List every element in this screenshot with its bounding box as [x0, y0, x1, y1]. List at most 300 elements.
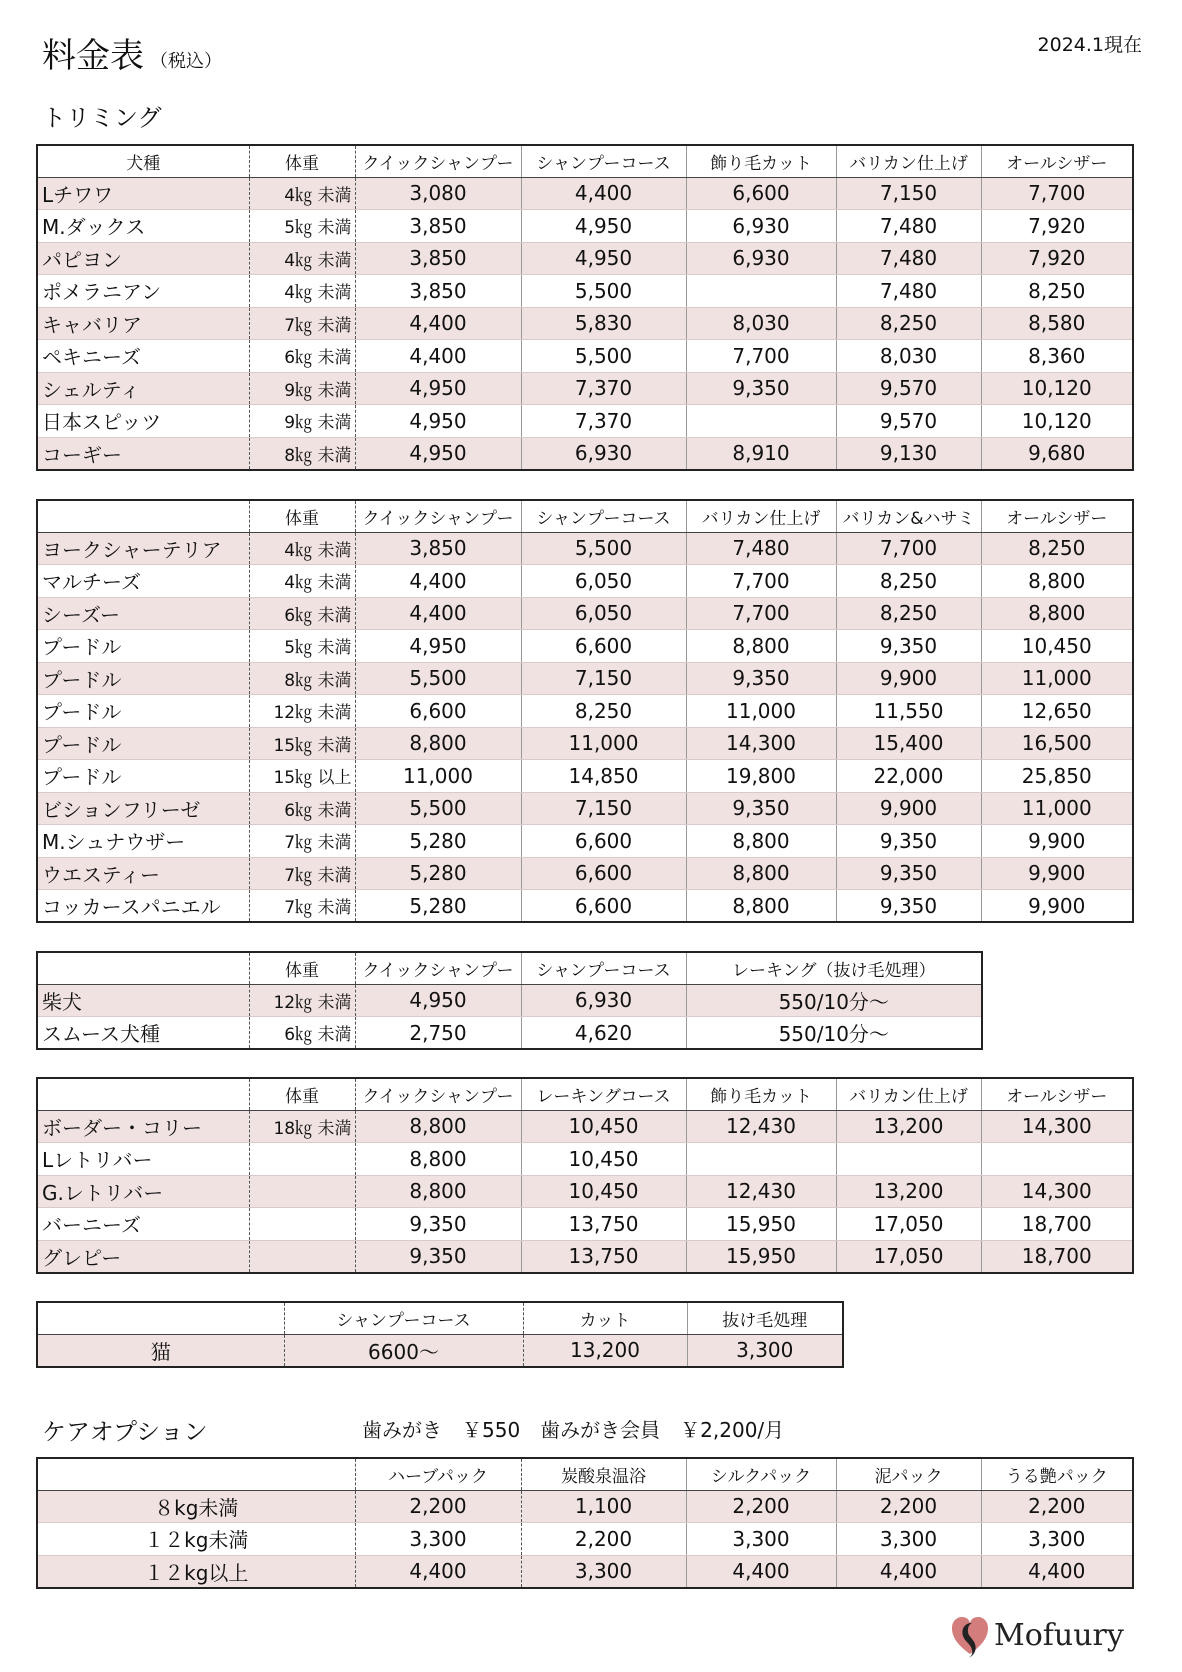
price-cell: 6,600	[686, 177, 836, 210]
row-label: バーニーズ	[37, 1208, 249, 1241]
price-cell: 3,850	[355, 210, 521, 243]
row-label: ペキニーズ	[37, 340, 249, 373]
price-cell: 8,030	[686, 307, 836, 340]
price-cell: 17,050	[836, 1208, 981, 1241]
column-header: 飾り毛カット	[686, 1078, 836, 1110]
price-cell: 3,300	[687, 1334, 843, 1367]
table-row	[37, 857, 1133, 890]
price-cell: 9,900	[981, 857, 1133, 890]
price-cell: 14,300	[981, 1175, 1133, 1208]
column-header: クイックシャンプー	[355, 500, 521, 532]
column-header: 体重	[249, 1078, 355, 1110]
column-header: オールシザー	[981, 1078, 1133, 1110]
column-header	[37, 1302, 284, 1334]
price-cell: 8,250	[836, 597, 981, 630]
column-header: 炭酸泉温浴	[521, 1458, 686, 1490]
price-cell: 7,700	[686, 565, 836, 598]
price-cell: 5,500	[355, 662, 521, 695]
heart-logo-icon	[950, 1614, 990, 1658]
title-tax-note: （税込）	[150, 51, 222, 72]
price-cell: 3,300	[521, 1555, 686, 1588]
table-row	[37, 890, 1133, 923]
column-header: クイックシャンプー	[355, 145, 521, 177]
table-row	[37, 1017, 982, 1050]
column-header: 体重	[249, 145, 355, 177]
price-cell: 8,800	[355, 727, 521, 760]
row-label: ８kg未満	[37, 1490, 355, 1523]
price-cell: 550/10分〜	[686, 984, 982, 1017]
table-row	[37, 372, 1133, 405]
brand-logo	[950, 1612, 1125, 1660]
price-cell: 3,850	[355, 242, 521, 275]
table-row	[37, 1334, 843, 1367]
price-cell: 9,350	[686, 792, 836, 825]
price-cell: 9,350	[355, 1240, 521, 1273]
column-header: バリカン仕上げ	[836, 145, 981, 177]
price-cell: 13,200	[836, 1175, 981, 1208]
row-label: ポメラニアン	[37, 275, 249, 308]
price-cell: 13,200	[523, 1334, 687, 1367]
trimming-table-small-dogs	[36, 144, 1134, 471]
price-cell: 5,500	[521, 275, 686, 308]
trimming-table-cat	[36, 1301, 844, 1368]
price-cell: 6,600	[521, 630, 686, 663]
price-cell: 5,500	[521, 340, 686, 373]
section-title-care-option: ケアオプション	[42, 1418, 208, 1446]
price-cell: 3,850	[355, 532, 521, 565]
weight-cell	[249, 1208, 355, 1241]
price-cell: 7,480	[836, 242, 981, 275]
table-row	[37, 1208, 1133, 1241]
trimming-table-coated-dogs	[36, 499, 1134, 923]
column-header	[37, 952, 249, 984]
price-cell: 6600〜	[284, 1334, 523, 1367]
table-row	[37, 760, 1133, 793]
price-cell: 1,100	[521, 1490, 686, 1523]
price-cell: 6,600	[521, 857, 686, 890]
row-label: プードル	[37, 662, 249, 695]
weight-cell: 5㎏ 未満	[249, 630, 355, 663]
price-cell: 13,750	[521, 1240, 686, 1273]
logo-wordmark: Mofuury	[994, 1618, 1124, 1653]
price-cell: 11,550	[836, 695, 981, 728]
price-cell: 9,350	[836, 857, 981, 890]
row-label: M.シュナウザー	[37, 825, 249, 858]
table-row	[37, 275, 1133, 308]
price-cell: 5,280	[355, 825, 521, 858]
price-cell: 11,000	[355, 760, 521, 793]
price-cell: 25,850	[981, 760, 1133, 793]
price-cell: 10,120	[981, 372, 1133, 405]
weight-cell: 7㎏ 未満	[249, 857, 355, 890]
table-row	[37, 340, 1133, 373]
row-label: シーズー	[37, 597, 249, 630]
weight-cell	[249, 1240, 355, 1273]
price-cell: 8,250	[981, 275, 1133, 308]
trimming-table-shiba	[36, 951, 983, 1050]
trimming-table-large-dogs	[36, 1077, 1134, 1274]
toothbrushing-price-note: 歯みがき ￥550 歯みがき会員 ￥2,200/月	[362, 1418, 785, 1442]
weight-cell: 6㎏ 未満	[249, 792, 355, 825]
price-cell: 6,050	[521, 565, 686, 598]
weight-cell: 6㎏ 未満	[249, 340, 355, 373]
section-title-trimming: トリミング	[42, 104, 162, 132]
price-cell: 8,030	[836, 340, 981, 373]
price-cell: 4,400	[355, 597, 521, 630]
table-row	[37, 1523, 1133, 1556]
weight-cell: 12㎏ 未満	[249, 984, 355, 1017]
table-header-row	[37, 145, 1133, 177]
price-cell: 6,930	[521, 984, 686, 1017]
row-label: 日本スピッツ	[37, 405, 249, 438]
column-header: シャンプーコース	[521, 500, 686, 532]
row-label: パピヨン	[37, 242, 249, 275]
price-cell: 9,900	[836, 792, 981, 825]
price-cell: 8,800	[355, 1175, 521, 1208]
price-cell: 4,620	[521, 1017, 686, 1050]
table-row	[37, 565, 1133, 598]
row-label: プードル	[37, 630, 249, 663]
price-cell: 3,080	[355, 177, 521, 210]
price-cell: 6,930	[686, 210, 836, 243]
price-cell: 4,400	[836, 1555, 981, 1588]
price-cell: 2,200	[355, 1490, 521, 1523]
table-row	[37, 662, 1133, 695]
column-header: バリカン仕上げ	[836, 1078, 981, 1110]
price-cell: 7,700	[686, 597, 836, 630]
price-cell: 3,850	[355, 275, 521, 308]
price-cell: 4,950	[355, 405, 521, 438]
price-cell: 4,950	[355, 437, 521, 470]
row-label: スムース犬種	[42, 1022, 160, 1046]
price-cell: 8,800	[686, 890, 836, 923]
price-cell: 8,250	[521, 695, 686, 728]
price-cell: 16,500	[981, 727, 1133, 760]
price-cell: 7,480	[686, 532, 836, 565]
table-row	[37, 695, 1133, 728]
row-label: キャバリア	[37, 307, 249, 340]
row-label: コッカースパニエル	[42, 895, 221, 919]
column-header: 体重	[249, 952, 355, 984]
weight-cell: 15㎏ 以上	[249, 760, 355, 793]
price-cell: 10,120	[981, 405, 1133, 438]
table-row	[37, 630, 1133, 663]
price-cell: 14,300	[686, 727, 836, 760]
row-label: ビションフリーゼ	[37, 792, 249, 825]
row-label: G.レトリバー	[37, 1175, 249, 1208]
price-cell: 12,650	[981, 695, 1133, 728]
price-cell: 19,800	[686, 760, 836, 793]
table-row	[37, 825, 1133, 858]
row-label: プードル	[37, 695, 249, 728]
weight-cell: 18㎏ 未満	[249, 1110, 355, 1143]
price-cell: 7,480	[836, 275, 981, 308]
price-cell: 18,700	[981, 1208, 1133, 1241]
price-cell: 6,600	[521, 825, 686, 858]
table-row	[37, 242, 1133, 275]
page-title	[42, 28, 222, 77]
weight-cell: 9㎏ 未満	[249, 372, 355, 405]
column-header: シャンプーコース	[521, 145, 686, 177]
table-header-row	[37, 500, 1133, 532]
row-label: グレピー	[37, 1240, 249, 1273]
price-cell: 14,850	[521, 760, 686, 793]
price-cell: 8,360	[981, 340, 1133, 373]
column-header: 体重	[249, 500, 355, 532]
price-cell: 9,570	[836, 372, 981, 405]
title-text: 料金表	[42, 36, 144, 76]
price-cell: 12,430	[686, 1175, 836, 1208]
price-cell	[686, 1143, 836, 1176]
row-label: プードル	[37, 760, 249, 793]
price-cell: 4,400	[686, 1555, 836, 1588]
price-cell: 2,200	[686, 1490, 836, 1523]
price-cell: 10,450	[521, 1110, 686, 1143]
price-cell	[686, 275, 836, 308]
weight-cell: 4㎏ 未満	[249, 177, 355, 210]
price-cell: 4,400	[355, 307, 521, 340]
price-cell	[981, 1143, 1133, 1176]
price-cell: 11,000	[981, 792, 1133, 825]
weight-cell: 4㎏ 未満	[249, 532, 355, 565]
price-cell: 4,400	[355, 340, 521, 373]
row-label: 柴犬	[37, 984, 249, 1017]
price-cell: 8,800	[686, 630, 836, 663]
table-row	[37, 437, 1133, 470]
price-cell: 2,750	[355, 1017, 521, 1050]
weight-cell: 6㎏ 未満	[249, 1017, 355, 1050]
column-header: クイックシャンプー	[355, 1078, 521, 1110]
price-cell: 8,800	[981, 597, 1133, 630]
row-label: １２kg以上	[37, 1555, 355, 1588]
table-row	[37, 1240, 1133, 1273]
weight-cell	[249, 1175, 355, 1208]
price-cell: 15,950	[686, 1240, 836, 1273]
price-cell: 11,000	[981, 662, 1133, 695]
column-header: シャンプーコース	[284, 1302, 523, 1334]
price-cell: 2,200	[521, 1523, 686, 1556]
table-row	[37, 597, 1133, 630]
price-cell: 13,200	[836, 1110, 981, 1143]
price-cell: 8,800	[355, 1143, 521, 1176]
price-cell: 5,830	[521, 307, 686, 340]
price-cell: 5,280	[355, 857, 521, 890]
price-cell: 7,700	[686, 340, 836, 373]
weight-cell: 7㎏ 未満	[249, 890, 355, 923]
weight-cell: 6㎏ 未満	[249, 597, 355, 630]
weight-cell: 7㎏ 未満	[249, 825, 355, 858]
price-cell: 4,950	[355, 372, 521, 405]
table-header-row	[37, 952, 982, 984]
price-cell: 7,370	[521, 372, 686, 405]
table-row	[37, 177, 1133, 210]
weight-cell: 4㎏ 未満	[249, 565, 355, 598]
price-cell: 9,900	[981, 890, 1133, 923]
weight-cell: 15㎏ 未満	[249, 727, 355, 760]
column-header: オールシザー	[981, 145, 1133, 177]
column-header: クイックシャンプー	[355, 952, 521, 984]
price-cell: 8,250	[836, 307, 981, 340]
price-cell: 8,910	[686, 437, 836, 470]
price-cell: 11,000	[521, 727, 686, 760]
price-cell: 9,680	[981, 437, 1133, 470]
table-row	[37, 984, 982, 1017]
price-cell: 8,580	[981, 307, 1133, 340]
table-row	[37, 1110, 1133, 1143]
table-row	[37, 210, 1133, 243]
table-row	[37, 792, 1133, 825]
price-cell: 6,930	[686, 242, 836, 275]
column-header	[37, 1078, 249, 1110]
row-label: コーギー	[37, 437, 249, 470]
weight-cell: 4㎏ 未満	[249, 275, 355, 308]
price-cell: 15,400	[836, 727, 981, 760]
price-cell: 9,130	[836, 437, 981, 470]
effective-date: 2024.1現在	[1037, 34, 1142, 56]
table-header-row	[37, 1302, 843, 1334]
price-cell: 10,450	[981, 630, 1133, 663]
column-header: オールシザー	[981, 500, 1133, 532]
price-cell: 17,050	[836, 1240, 981, 1273]
table-row	[37, 1490, 1133, 1523]
table-row	[37, 307, 1133, 340]
price-cell: 9,570	[836, 405, 981, 438]
price-cell: 7,920	[981, 210, 1133, 243]
price-cell: 8,800	[686, 857, 836, 890]
price-cell: 15,950	[686, 1208, 836, 1241]
row-label: マルチーズ	[37, 565, 249, 598]
table-row	[37, 1175, 1133, 1208]
price-cell: 10,450	[521, 1143, 686, 1176]
price-cell: 9,900	[981, 825, 1133, 858]
price-cell: 9,350	[686, 662, 836, 695]
price-cell: 7,150	[836, 177, 981, 210]
column-header: バリカン&ハサミ	[836, 500, 981, 532]
price-cell: 3,300	[355, 1523, 521, 1556]
weight-cell: 4㎏ 未満	[249, 242, 355, 275]
price-cell: 2,200	[836, 1490, 981, 1523]
row-label: Lチワワ	[37, 177, 249, 210]
price-cell: 6,930	[521, 437, 686, 470]
price-cell: 7,920	[981, 242, 1133, 275]
column-header: シルクパック	[686, 1458, 836, 1490]
weight-cell: 8㎏ 未満	[249, 437, 355, 470]
price-cell: 5,500	[355, 792, 521, 825]
table-row	[37, 532, 1133, 565]
row-label: ボーダー・コリー	[37, 1110, 249, 1143]
price-cell: 9,350	[836, 825, 981, 858]
price-cell: 2,200	[981, 1490, 1133, 1523]
price-cell: 4,950	[355, 630, 521, 663]
price-cell: 5,280	[355, 890, 521, 923]
weight-cell: 8㎏ 未満	[249, 662, 355, 695]
price-cell: 8,250	[836, 565, 981, 598]
price-cell: 4,400	[355, 1555, 521, 1588]
price-cell: 10,450	[521, 1175, 686, 1208]
price-cell: 7,150	[521, 662, 686, 695]
row-label: シェルティ	[37, 372, 249, 405]
column-header	[37, 500, 249, 532]
price-cell: 8,800	[686, 825, 836, 858]
column-header: カット	[523, 1302, 687, 1334]
column-header: 犬種	[37, 145, 249, 177]
weight-cell: 7㎏ 未満	[249, 307, 355, 340]
price-cell: 7,700	[981, 177, 1133, 210]
price-cell: 4,400	[355, 565, 521, 598]
column-header: うる艶パック	[981, 1458, 1133, 1490]
column-header: レーキング（抜け毛処理）	[686, 952, 982, 984]
care-option-table	[36, 1457, 1134, 1589]
price-cell: 7,480	[836, 210, 981, 243]
price-cell	[836, 1143, 981, 1176]
price-cell: 550/10分〜	[686, 1017, 982, 1050]
price-cell: 6,600	[521, 890, 686, 923]
price-cell: 4,950	[521, 210, 686, 243]
price-cell: 5,500	[521, 532, 686, 565]
column-header: シャンプーコース	[521, 952, 686, 984]
table-header-row	[37, 1078, 1133, 1110]
row-label: M.ダックス	[37, 210, 249, 243]
table-row	[37, 1555, 1133, 1588]
table-row	[37, 727, 1133, 760]
weight-cell: 5㎏ 未満	[249, 210, 355, 243]
price-cell: 3,300	[981, 1523, 1133, 1556]
price-cell: 8,800	[981, 565, 1133, 598]
price-cell	[686, 405, 836, 438]
column-header: 飾り毛カット	[686, 145, 836, 177]
price-cell: 4,950	[521, 242, 686, 275]
price-cell: 9,350	[686, 372, 836, 405]
column-header: レーキングコース	[521, 1078, 686, 1110]
weight-cell: 12㎏ 未満	[249, 695, 355, 728]
weight-cell	[249, 1143, 355, 1176]
weight-cell: 9㎏ 未満	[249, 405, 355, 438]
price-cell: 6,050	[521, 597, 686, 630]
price-cell: 7,370	[521, 405, 686, 438]
price-cell: 11,000	[686, 695, 836, 728]
price-cell: 9,900	[836, 662, 981, 695]
price-cell: 4,400	[981, 1555, 1133, 1588]
row-label: ウエスティー	[37, 857, 249, 890]
column-header: 抜け毛処理	[687, 1302, 843, 1334]
column-header	[37, 1458, 355, 1490]
price-cell: 8,800	[355, 1110, 521, 1143]
price-cell: 3,300	[686, 1523, 836, 1556]
column-header: ハーブパック	[355, 1458, 521, 1490]
price-cell: 7,150	[521, 792, 686, 825]
table-row	[37, 405, 1133, 438]
row-label: ヨークシャーテリア	[37, 532, 249, 565]
row-label: １２kg未満	[37, 1523, 355, 1556]
price-cell: 18,700	[981, 1240, 1133, 1273]
price-cell: 22,000	[836, 760, 981, 793]
price-cell: 8,250	[981, 532, 1133, 565]
column-header: 泥パック	[836, 1458, 981, 1490]
column-header: バリカン仕上げ	[686, 500, 836, 532]
price-cell: 14,300	[981, 1110, 1133, 1143]
price-cell: 9,350	[836, 630, 981, 663]
price-cell: 3,300	[836, 1523, 981, 1556]
row-label: プードル	[37, 727, 249, 760]
price-cell: 6,600	[355, 695, 521, 728]
row-label: Lレトリバー	[37, 1143, 249, 1176]
table-row	[37, 1143, 1133, 1176]
table-header-row	[37, 1458, 1133, 1490]
price-cell: 13,750	[521, 1208, 686, 1241]
price-cell: 9,350	[836, 890, 981, 923]
price-cell: 4,950	[355, 984, 521, 1017]
price-cell: 12,430	[686, 1110, 836, 1143]
